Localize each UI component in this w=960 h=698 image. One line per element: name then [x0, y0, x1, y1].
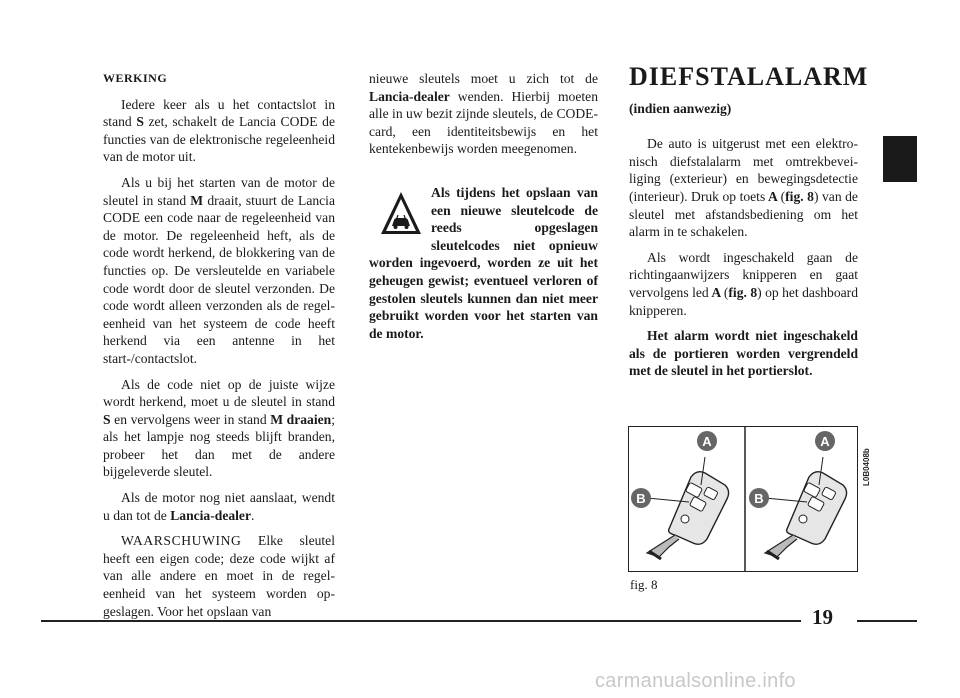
- key-illustration: [629, 427, 857, 571]
- paragraph: Als de motor nog niet aanslaat, wendt u dan tot de Lancia-dealer.: [103, 490, 335, 523]
- paragraph: Als u bij het starten van de motor de sleutel in stand M draait, stuurt de Lancia CODE een code naar de regeleenheid van de motor. De regeleenheid heft, als de code wordt herkend, de blokkering van de functies op. De versleutelde en variabele code wordt door de sleutel verzonden. De code wordt alleen verzonden als de regeleenheid van het systeem de code heeft herkend via een antenne in het start-/contactslot.: [103, 174, 335, 366]
- figure-key-remote: [628, 426, 858, 572]
- warning-block: [369, 184, 598, 342]
- paragraph-bold: Het alarm wordt niet ingeschakeld als de portieren worden vergrendeld met de sleutel in het portierslot.: [629, 328, 858, 379]
- column-right: [629, 62, 869, 388]
- label-b-right: B: [754, 491, 764, 506]
- label-a-left: A: [702, 434, 712, 449]
- paragraph: De auto is uitgerust met een elektronisch diefstalalarm met omtrekbeveiliging (exterieur) en bewegingsdetectie (interieur). Druk op toets A (fig. 8) van de sleutel met afstandsbediening om het alarm in te schakelen.: [629, 136, 858, 240]
- paragraph: Iedere keer als u het contactslot in stand S zet, schakelt de Lancia CODE de functies van de elektronische regeleenheid van de motor uit.: [103, 96, 335, 165]
- page-number: 19: [812, 605, 833, 629]
- watermark: carmanualsonline.info: [595, 670, 796, 692]
- column-middle: [369, 70, 598, 342]
- figure-code: [861, 428, 871, 488]
- dealer-reference: Lancia-dealer: [170, 507, 251, 523]
- paragraph: Als de code niet op de juiste wijze wordt herkend, moet u de sleutel in stand S en vervolgens weer in stand M draaien; als het lampje nog steeds blijft branden, probeer het dan met de andere bijgeleverde sleutel.: [103, 376, 335, 480]
- svg-text:L0B0408b: L0B0408b: [862, 448, 871, 486]
- warning-car-icon: [379, 190, 423, 236]
- paragraph: nieuwe sleutels moet u zich tot de Lancia-dealer wenden. Hierbij moeten alle in uw bezit zijnde sleutels, de CODE-card, een identiteitsbewijs en het kentekenbewijs worden meegenomen.: [369, 71, 598, 157]
- column-left: [103, 70, 335, 628]
- label-b-left: B: [636, 491, 646, 506]
- warning-label: WAARSCHUWING: [121, 533, 242, 549]
- paragraph: Als wordt ingeschakeld gaan de richtingaanwijzers knipperen en gaat vervolgens led A (fig. 8) op het dashboard knipperen.: [629, 249, 858, 318]
- section-subtitle: (indien aanwezig): [629, 100, 732, 116]
- warning-text: Als tijdens het opslaan van een nieuwe sleutelcode de reeds opgeslagen sleutelcodes niet opnieuw worden ingevoerd, worden ze uit het geheugen gewist; eventueel verloren of gestolen sleutels kunnen dan niet meer gebruikt worden voor het starten van de motor.: [369, 184, 598, 341]
- footer-rule: [857, 620, 917, 622]
- paragraph: WAARSCHUWING Elke sleutel heeft een eigen code; deze code wijkt af van alle andere en moet in de regeleenheid van het systeem worden opgeslagen. Voor het opslaan van: [103, 533, 335, 619]
- section-heading-werking: WERKING: [103, 71, 168, 85]
- label-a-right: A: [820, 434, 830, 449]
- dealer-reference: Lancia-dealer: [369, 88, 450, 104]
- figure-caption: fig. 8: [630, 577, 658, 592]
- section-title: DIEFSTALALARM: [629, 62, 869, 91]
- footer-rule: [41, 620, 801, 622]
- section-tab: [883, 136, 917, 182]
